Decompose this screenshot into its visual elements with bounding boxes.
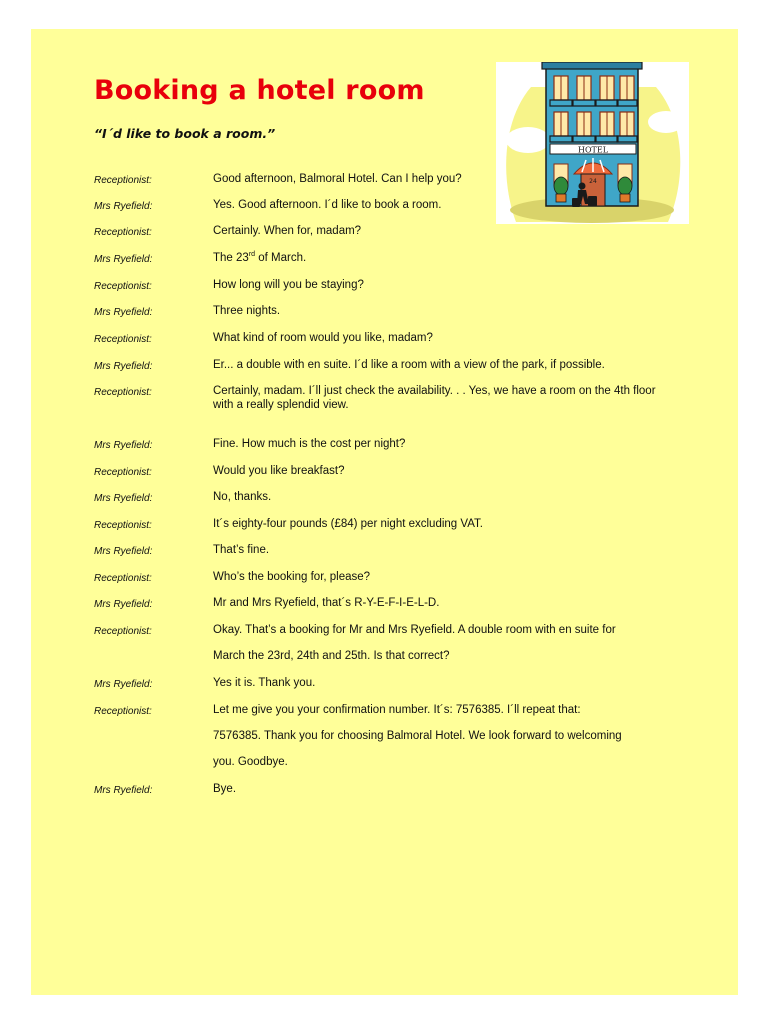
dialogue-text: Okay. That’s a booking for Mr and Mrs Ryefield. A double room with en suite for March the 23rd, 24th and 25th. Is that correct? xyxy=(213,624,616,662)
door-number: 24 xyxy=(589,178,597,185)
dialogue-text: Certainly. When for, madam? xyxy=(213,225,362,237)
speaker-label: Receptionist: xyxy=(94,227,152,238)
speaker-label: Receptionist: xyxy=(94,175,152,186)
hotel-sign: HOTEL xyxy=(577,145,609,155)
speaker-label: Receptionist: xyxy=(94,387,152,398)
dialogue-text: Let me give you your confirmation number. It´s: 7576385. I´ll repeat that: 7576385. Thank you for choosing Balmoral Hotel. We look forward to welcoming you. Goodbye. xyxy=(213,704,622,768)
page-subtitle: “I´d like to book a room.” xyxy=(94,126,276,141)
dialogue-text: Fine. How much is the cost per night? xyxy=(213,438,406,450)
dialogue-text: Er... a double with en suite. I´d like a room with a view of the park, if possible. xyxy=(213,359,605,371)
dialogue-text: It´s eighty-four pounds (£84) per night excluding VAT. xyxy=(213,518,483,530)
dialogue-text: No, thanks. xyxy=(213,491,272,503)
dialogue-text: How long will you be staying? xyxy=(213,279,364,291)
dialogue-text: That’s fine. xyxy=(213,544,270,556)
speaker-label: Receptionist: xyxy=(94,520,152,531)
speaker-label: Receptionist: xyxy=(94,573,152,584)
dialogue-text: Three nights. xyxy=(213,305,281,317)
dialogue-text: Yes. Good afternoon. I´d like to book a room. xyxy=(213,199,442,211)
dialogue-text: Good afternoon, Balmoral Hotel. Can I help you? xyxy=(213,173,462,185)
speaker-label: Receptionist: xyxy=(94,706,152,717)
speaker-label: Mrs Ryefield: xyxy=(94,679,153,690)
speaker-label: Mrs Ryefield: xyxy=(94,440,153,451)
dialogue-text: The 23rd of March. xyxy=(213,251,307,264)
speaker-label: Mrs Ryefield: xyxy=(94,493,153,504)
speaker-label: Mrs Ryefield: xyxy=(94,785,153,796)
speaker-label: Receptionist: xyxy=(94,281,152,292)
speaker-label: Mrs Ryefield: xyxy=(94,546,153,557)
speaker-label: Mrs Ryefield: xyxy=(94,361,153,372)
speaker-label: Mrs Ryefield: xyxy=(94,307,153,318)
speaker-label: Receptionist: xyxy=(94,334,152,345)
dialogue-text: Certainly, madam. I´ll just check the availability. . . Yes, we have a room on the 4th floor with a really splendid view. xyxy=(213,385,656,411)
page-title: Booking a hotel room xyxy=(94,75,425,106)
speaker-label: Receptionist: xyxy=(94,626,152,637)
dialogue-text: Yes it is. Thank you. xyxy=(213,677,316,689)
dialogue-text: Mr and Mrs Ryefield, that´s R-Y-E-F-I-E-L-D. xyxy=(213,597,440,609)
speaker-label: Mrs Ryefield: xyxy=(94,599,153,610)
document-page xyxy=(31,29,738,995)
speaker-label: Receptionist: xyxy=(94,467,152,478)
dialogue-text: Would you like breakfast? xyxy=(213,465,345,477)
dialogue-text: Bye. xyxy=(213,783,237,795)
speaker-label: Mrs Ryefield: xyxy=(94,201,153,212)
dialogue-text: What kind of room would you like, madam? xyxy=(213,332,433,344)
dialogue-text: Who’s the booking for, please? xyxy=(213,571,371,583)
speaker-label: Mrs Ryefield: xyxy=(94,254,153,265)
